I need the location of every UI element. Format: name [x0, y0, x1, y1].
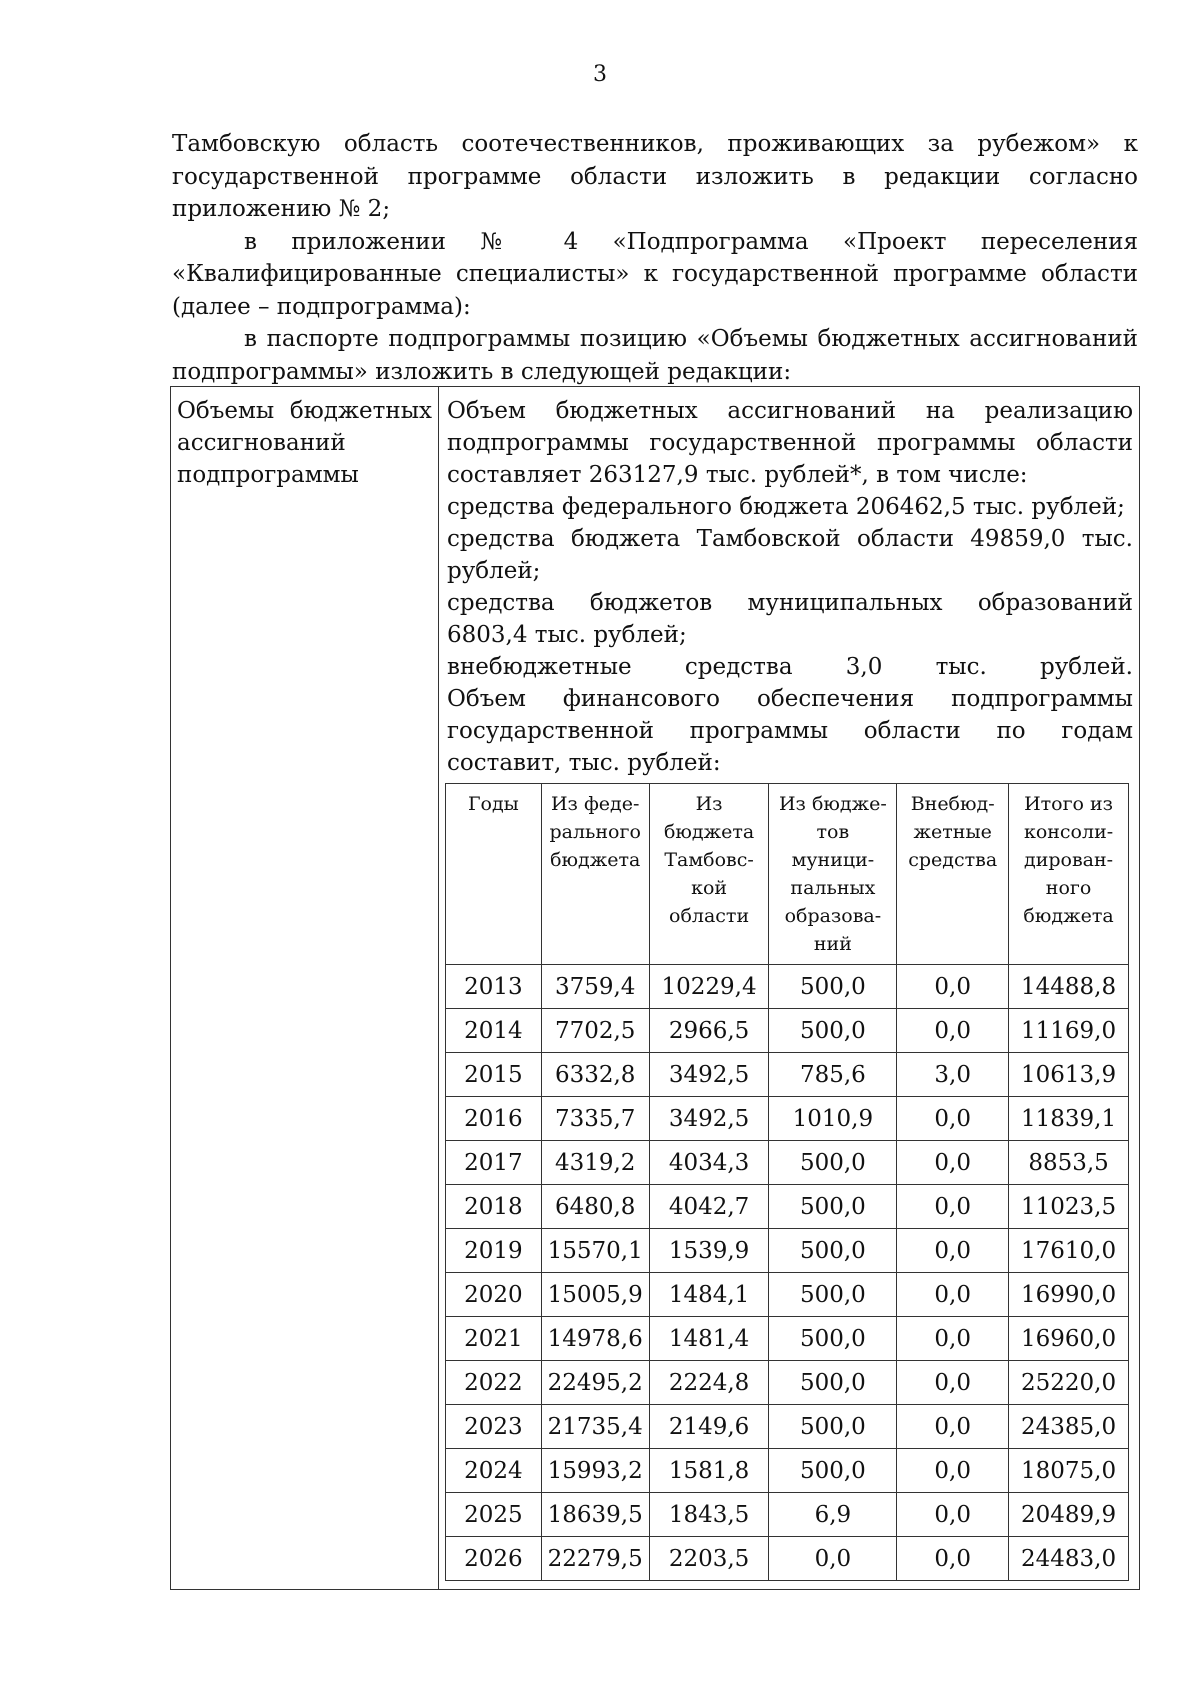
table-cell: 500,0	[769, 1273, 897, 1317]
table-cell: 0,0	[897, 1361, 1009, 1405]
table-cell: 22279,5	[541, 1537, 649, 1581]
table-cell: 500,0	[769, 1009, 897, 1053]
table-cell: 6,9	[769, 1493, 897, 1537]
table-cell: 0,0	[897, 1141, 1009, 1185]
passport-line-6: Объем финансового обеспечения подпрограммы государственной программы области по годам составит, тыс. рублей:	[447, 686, 1133, 776]
passport-table	[170, 386, 1140, 1590]
table-cell: 1010,9	[769, 1097, 897, 1141]
table-cell: 10613,9	[1009, 1053, 1129, 1097]
table-row	[446, 1053, 1129, 1097]
table-cell: 0,0	[897, 1097, 1009, 1141]
table-row	[446, 965, 1129, 1009]
table-cell: 15005,9	[541, 1273, 649, 1317]
table-cell: 20489,9	[1009, 1493, 1129, 1537]
table-cell: 0,0	[897, 1493, 1009, 1537]
table-cell: 2023	[446, 1405, 542, 1449]
table-cell: 1481,4	[649, 1317, 769, 1361]
passport-line-5: внебюджетные средства 3,0 тыс. рублей.	[447, 654, 1133, 680]
table-cell: 500,0	[769, 1185, 897, 1229]
column-header: Из бюдже- тов муници- пальных образова- ний	[769, 784, 897, 965]
table-cell: 500,0	[769, 1405, 897, 1449]
table-cell: 6332,8	[541, 1053, 649, 1097]
table-row	[446, 1405, 1129, 1449]
table-cell: 2025	[446, 1493, 542, 1537]
table-cell: 500,0	[769, 1229, 897, 1273]
table-cell: 15570,1	[541, 1229, 649, 1273]
column-header: Из бюджета Тамбовс- кой области	[649, 784, 769, 965]
table-cell: 4034,3	[649, 1141, 769, 1185]
table-cell: 11023,5	[1009, 1185, 1129, 1229]
table-cell: 2022	[446, 1361, 542, 1405]
table-body	[446, 965, 1129, 1581]
page-number: 3	[593, 62, 607, 87]
table-cell: 1484,1	[649, 1273, 769, 1317]
column-header: Годы	[446, 784, 542, 965]
table-cell: 500,0	[769, 965, 897, 1009]
passport-line-3: средства бюджета Тамбовской области 49859,0 тыс. рублей;	[447, 526, 1133, 584]
table-cell: 2224,8	[649, 1361, 769, 1405]
table-cell: 4319,2	[541, 1141, 649, 1185]
table-cell: 0,0	[897, 1537, 1009, 1581]
table-cell: 2013	[446, 965, 542, 1009]
table-cell: 2017	[446, 1141, 542, 1185]
table-cell: 3759,4	[541, 965, 649, 1009]
table-cell: 0,0	[897, 1273, 1009, 1317]
table-cell: 14978,6	[541, 1317, 649, 1361]
table-cell: 500,0	[769, 1317, 897, 1361]
table-cell: 7335,7	[541, 1097, 649, 1141]
table-cell: 15993,2	[541, 1449, 649, 1493]
table-cell: 3492,5	[649, 1097, 769, 1141]
table-cell: 2018	[446, 1185, 542, 1229]
table-row	[446, 1317, 1129, 1361]
table-cell: 2021	[446, 1317, 542, 1361]
table-cell: 2019	[446, 1229, 542, 1273]
table-cell: 8853,5	[1009, 1141, 1129, 1185]
table-header-row	[446, 784, 1129, 965]
table-cell: 2149,6	[649, 1405, 769, 1449]
table-cell: 2015	[446, 1053, 542, 1097]
table-cell: 17610,0	[1009, 1229, 1129, 1273]
table-row	[446, 1273, 1129, 1317]
table-cell: 11169,0	[1009, 1009, 1129, 1053]
table-cell: 0,0	[897, 1009, 1009, 1053]
column-header: Из феде- рального бюджета	[541, 784, 649, 965]
table-row	[446, 1097, 1129, 1141]
body-text	[172, 128, 1138, 388]
table-row	[446, 1493, 1129, 1537]
table-cell: 1539,9	[649, 1229, 769, 1273]
table-cell: 2966,5	[649, 1009, 769, 1053]
table-cell: 1581,8	[649, 1449, 769, 1493]
table-cell: 0,0	[897, 965, 1009, 1009]
table-cell: 0,0	[897, 1229, 1009, 1273]
table-cell: 3492,5	[649, 1053, 769, 1097]
table-cell: 2024	[446, 1449, 542, 1493]
paragraph-3: в паспорте подпрограммы позицию «Объемы бюджетных ассигнований подпрограммы» изложить в следующей редакции:	[172, 326, 1138, 385]
table-cell: 7702,5	[541, 1009, 649, 1053]
table-cell: 22495,2	[541, 1361, 649, 1405]
table-cell: 2016	[446, 1097, 542, 1141]
passport-line-4: средства бюджетов муниципальных образований 6803,4 тыс. рублей;	[447, 590, 1133, 648]
table-cell: 0,0	[897, 1317, 1009, 1361]
passport-line-2: средства федерального бюджета 206462,5 тыс. рублей;	[447, 494, 1125, 520]
table-cell: 0,0	[769, 1537, 897, 1581]
table-cell: 0,0	[897, 1185, 1009, 1229]
passport-label-cell	[171, 387, 439, 1589]
table-cell: 18075,0	[1009, 1449, 1129, 1493]
table-cell: 0,0	[897, 1449, 1009, 1493]
financing-by-year-table	[445, 783, 1129, 1581]
table-row	[446, 1185, 1129, 1229]
table-cell: 785,6	[769, 1053, 897, 1097]
table-cell: 2014	[446, 1009, 542, 1053]
table-cell: 25220,0	[1009, 1361, 1129, 1405]
table-row	[446, 1537, 1129, 1581]
table-cell: 2026	[446, 1537, 542, 1581]
column-header: Внебюд- жетные средства	[897, 784, 1009, 965]
table-cell: 4042,7	[649, 1185, 769, 1229]
table-row	[446, 1141, 1129, 1185]
table-cell: 1843,5	[649, 1493, 769, 1537]
table-cell: 18639,5	[541, 1493, 649, 1537]
passport-content-cell	[439, 387, 1139, 1589]
table-cell: 2020	[446, 1273, 542, 1317]
table-cell: 11839,1	[1009, 1097, 1129, 1141]
paragraph-1: Тамбовскую область соотечественников, проживающих за рубежом» к государственной программе области изложить в редакции согласно приложению № 2;	[172, 131, 1138, 222]
table-cell: 500,0	[769, 1141, 897, 1185]
table-row	[446, 1449, 1129, 1493]
passport-line-1: Объем бюджетных ассигнований на реализацию подпрограммы государственной программы области составляет 263127,9 тыс. рублей*, в том числе:	[447, 398, 1133, 488]
table-cell: 10229,4	[649, 965, 769, 1009]
table-row	[446, 1361, 1129, 1405]
table-cell: 16990,0	[1009, 1273, 1129, 1317]
paragraph-2: в приложении № 4 «Подпрограмма «Проект переселения «Квалифицированные специалисты» к государственной программе области (далее – подпрограмма):	[172, 228, 1138, 320]
table-cell: 14488,8	[1009, 965, 1129, 1009]
table-cell: 3,0	[897, 1053, 1009, 1097]
table-cell: 24385,0	[1009, 1405, 1129, 1449]
table-cell: 500,0	[769, 1361, 897, 1405]
table-cell: 6480,8	[541, 1185, 649, 1229]
table-row	[446, 1009, 1129, 1053]
table-cell: 0,0	[897, 1405, 1009, 1449]
passport-label: Объемы бюджетных ассигнований подпрограммы	[177, 398, 432, 488]
column-header: Итого из консоли- дирован- ного бюджета	[1009, 784, 1129, 965]
table-cell: 21735,4	[541, 1405, 649, 1449]
table-row	[446, 1229, 1129, 1273]
table-cell: 24483,0	[1009, 1537, 1129, 1581]
table-cell: 500,0	[769, 1449, 897, 1493]
table-cell: 2203,5	[649, 1537, 769, 1581]
table-cell: 16960,0	[1009, 1317, 1129, 1361]
